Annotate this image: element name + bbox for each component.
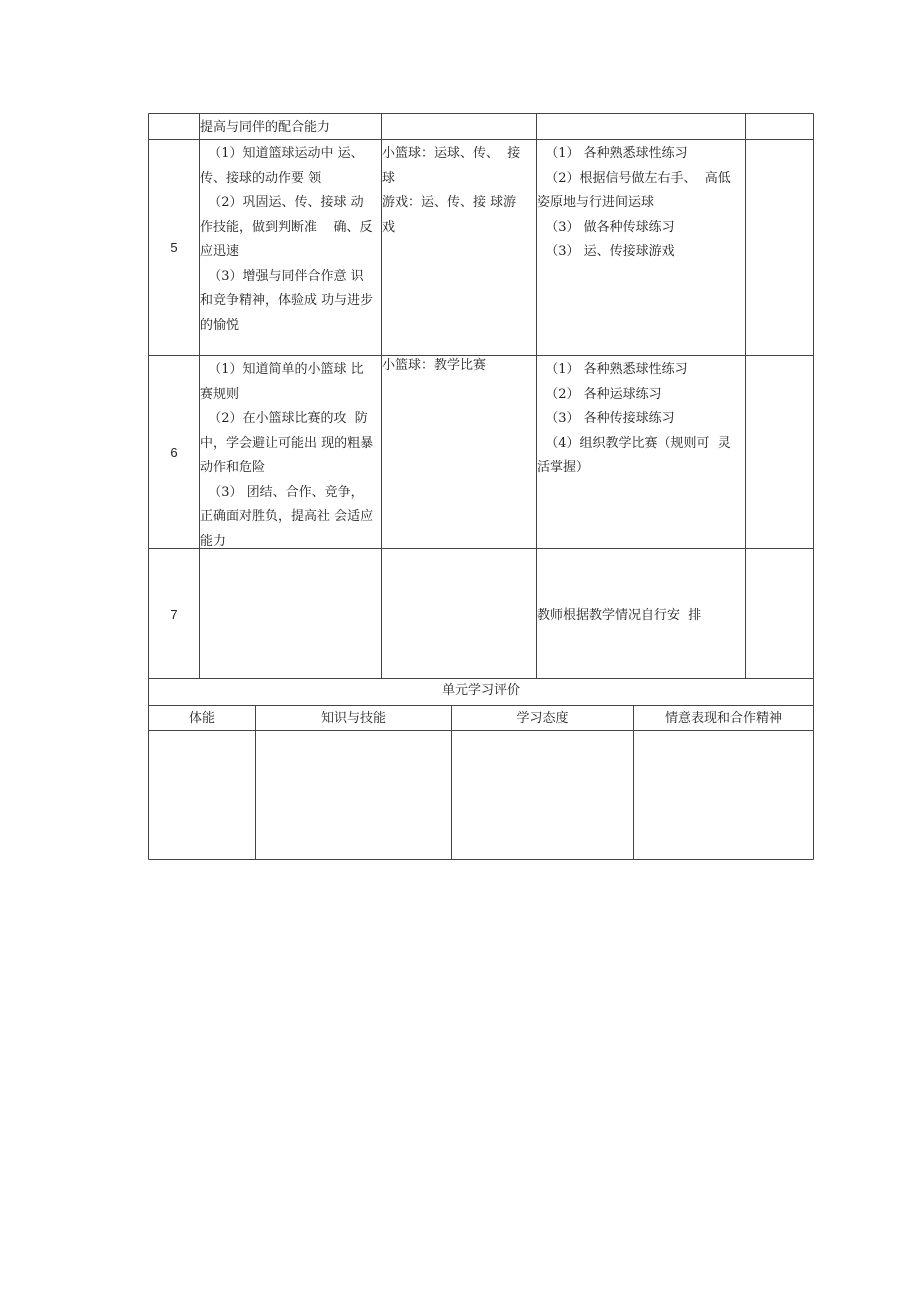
row5-goal-line: 应迅速	[200, 244, 240, 259]
evaluation-header-physical: 体能	[188, 711, 215, 726]
row5-method-line: （2）根据信号做左右手、 高低	[537, 170, 731, 186]
row6-goal-line: （1）知道简单的小篮球 比	[200, 362, 364, 377]
row5-goal-line: 的愉悦	[200, 317, 240, 333]
row5-method-line: （3） 做各种传球练习	[537, 219, 675, 235]
row6-goal-line: 赛规则	[200, 386, 240, 402]
row5-method-line: 姿原地与行进间运球	[537, 195, 655, 210]
row5-goal-line: （1）知道篮球运动中 运、	[200, 146, 364, 161]
row6-method-line: （2） 各种运球练习	[537, 386, 662, 402]
row5-content-line: 戏	[382, 219, 396, 235]
top-row-content-text: 提高与同伴的配合能力	[200, 120, 331, 135]
row6-content-cell	[382, 354, 536, 379]
row6-goal-line: （3） 团结、合作、竞争，	[200, 484, 364, 500]
row6-content-line: 小篮球：教学比赛	[382, 358, 487, 373]
row-number-6: 6	[170, 445, 178, 460]
row6-method-line: （4）组织教学比赛（规则可 灵	[537, 435, 731, 451]
row5-content-line: 球	[382, 170, 396, 186]
row6-goals-cell	[200, 358, 381, 554]
row6-method-line: 活掌握）	[537, 460, 590, 475]
row7-method-line: 教师根据教学情况自行安 排	[537, 608, 702, 623]
row6-goal-line: 动作和危险	[200, 460, 266, 475]
row-number-5: 5	[170, 240, 178, 255]
evaluation-header-cooperation: 情意表现和合作精神	[664, 711, 782, 726]
row5-content-cell	[382, 142, 536, 240]
row6-method-line: （1） 各种熟悉球性练习	[537, 362, 688, 377]
row5-content-line: 游戏：运、传、接 球游	[382, 195, 517, 210]
row5-goal-line: （3）增强与同伴合作意 识	[200, 268, 364, 284]
row5-method-line: （1） 各种熟悉球性练习	[537, 146, 688, 161]
row6-goal-line: 正确面对胜负，提高社 会适应	[200, 509, 374, 524]
row5-goal-line: 作技能，做到判断准 确、反	[200, 219, 373, 235]
row5-content-line: 小篮球：运球、传、 接	[382, 146, 521, 161]
evaluation-header-attitude: 学习态度	[516, 711, 569, 726]
row5-methods-cell	[537, 142, 745, 265]
row5-goal-line: 和竞争精神，体验成 功与进步	[200, 293, 374, 308]
row6-goal-line: （2）在小篮球比赛的攻 防	[200, 411, 368, 426]
row-number-7: 7	[170, 607, 178, 622]
top-row-content-cell	[200, 117, 381, 139]
row7-methods-cell	[537, 604, 745, 629]
evaluation-header-knowledge: 知识与技能	[320, 711, 386, 726]
row6-goal-line: 能力	[200, 533, 227, 549]
row5-goal-line: 传、接球的动作要 领	[200, 170, 322, 186]
row6-methods-cell	[537, 358, 745, 481]
row5-method-line: （3） 运、传接球游戏	[537, 244, 675, 259]
row6-goal-line: 中，学会避让可能出 现的粗暴	[200, 435, 374, 451]
evaluation-title: 单元学习评价	[441, 683, 520, 698]
row5-goals-cell	[200, 142, 381, 338]
row6-method-line: （3） 各种传接球练习	[537, 411, 675, 426]
row5-goal-line: （2）巩固运、传、接球 动	[200, 195, 364, 210]
